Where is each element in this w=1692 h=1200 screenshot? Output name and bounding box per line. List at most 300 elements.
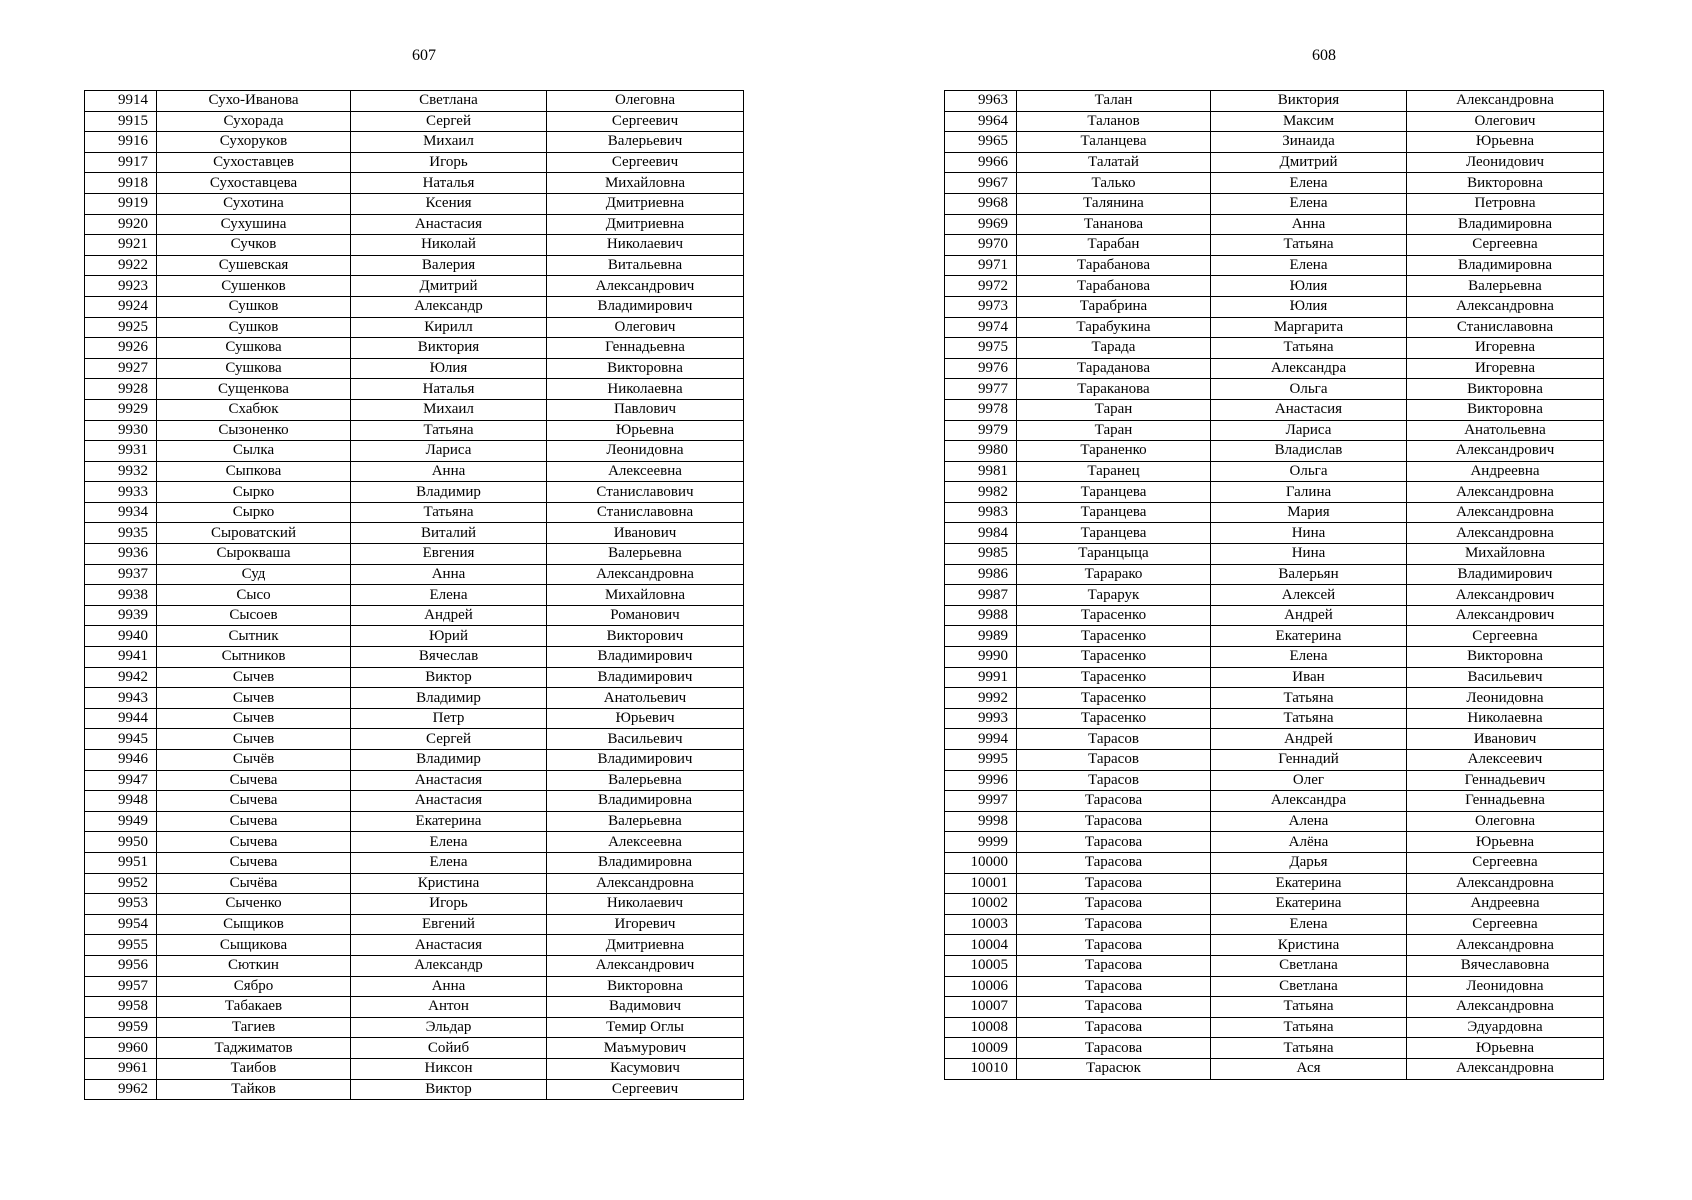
first-name-cell: Дмитрий: [1211, 152, 1407, 173]
first-name-cell: Юлия: [1211, 296, 1407, 317]
surname-cell: Тарасенко: [1017, 708, 1211, 729]
patronymic-cell: Олеговна: [547, 91, 744, 112]
patronymic-cell: Александрович: [1407, 585, 1604, 606]
first-name-cell: Наталья: [351, 173, 547, 194]
patronymic-cell: Викторовна: [1407, 173, 1604, 194]
row-number-cell: 9989: [945, 626, 1017, 647]
surname-cell: Тарасов: [1017, 750, 1211, 771]
first-name-cell: Игорь: [351, 152, 547, 173]
first-name-cell: Ольга: [1211, 379, 1407, 400]
surname-cell: Сытник: [157, 626, 351, 647]
table-row: [945, 585, 1604, 606]
table-row: [945, 358, 1604, 379]
patronymic-cell: Леонидовна: [547, 441, 744, 462]
surname-cell: Сушевская: [157, 255, 351, 276]
page-right: [846, 0, 1692, 1200]
patronymic-cell: Александровна: [1407, 91, 1604, 112]
patronymic-cell: Валерьевна: [547, 811, 744, 832]
table-row: [85, 914, 744, 935]
row-number-cell: 9987: [945, 585, 1017, 606]
first-name-cell: Александр: [351, 955, 547, 976]
patronymic-cell: Юрьевна: [1407, 132, 1604, 153]
first-name-cell: Геннадий: [1211, 750, 1407, 771]
table-row: [85, 296, 744, 317]
row-number-cell: 9947: [85, 770, 157, 791]
table-row: [85, 647, 744, 668]
first-name-cell: Кирилл: [351, 317, 547, 338]
row-number-cell: 10010: [945, 1058, 1017, 1079]
patronymic-cell: Николаевич: [547, 894, 744, 915]
table-row: [85, 461, 744, 482]
first-name-cell: Дмитрий: [351, 276, 547, 297]
table-row: [945, 502, 1604, 523]
row-number-cell: 9969: [945, 214, 1017, 235]
row-number-cell: 9970: [945, 235, 1017, 256]
table-row: [945, 1017, 1604, 1038]
row-number-cell: 9961: [85, 1058, 157, 1079]
table-row: [85, 358, 744, 379]
row-number-cell: 10008: [945, 1017, 1017, 1038]
table-row: [85, 523, 744, 544]
patronymic-cell: Владимирович: [547, 667, 744, 688]
surname-cell: Тарабукина: [1017, 317, 1211, 338]
patronymic-cell: Владимирович: [547, 296, 744, 317]
first-name-cell: Екатерина: [1211, 626, 1407, 647]
row-number-cell: 9936: [85, 544, 157, 565]
row-number-cell: 9981: [945, 461, 1017, 482]
table-row: [945, 997, 1604, 1018]
patronymic-cell: Геннадьевна: [547, 338, 744, 359]
surname-cell: Сыщикова: [157, 935, 351, 956]
patronymic-cell: Викторович: [547, 626, 744, 647]
first-name-cell: Татьяна: [1211, 688, 1407, 709]
table-row: [85, 152, 744, 173]
first-name-cell: Елена: [1211, 173, 1407, 194]
patronymic-cell: Станиславовна: [547, 502, 744, 523]
row-number-cell: 9951: [85, 852, 157, 873]
first-name-cell: Иван: [1211, 667, 1407, 688]
row-number-cell: 9988: [945, 605, 1017, 626]
table-row: [945, 605, 1604, 626]
row-number-cell: 9971: [945, 255, 1017, 276]
surname-cell: Сушков: [157, 296, 351, 317]
table-row: [945, 564, 1604, 585]
row-number-cell: 10009: [945, 1038, 1017, 1059]
row-number-cell: 9986: [945, 564, 1017, 585]
surname-cell: Сыщиков: [157, 914, 351, 935]
first-name-cell: Мария: [1211, 502, 1407, 523]
first-name-cell: Екатерина: [1211, 873, 1407, 894]
surname-cell: Сырокваша: [157, 544, 351, 565]
patronymic-cell: Александровна: [547, 564, 744, 585]
table-row: [945, 91, 1604, 112]
row-number-cell: 9996: [945, 770, 1017, 791]
first-name-cell: Татьяна: [1211, 708, 1407, 729]
row-number-cell: 9992: [945, 688, 1017, 709]
surname-cell: Таранцыца: [1017, 544, 1211, 565]
surname-cell: Тарасенко: [1017, 688, 1211, 709]
row-number-cell: 9960: [85, 1038, 157, 1059]
row-number-cell: 9942: [85, 667, 157, 688]
surname-cell: Сыченко: [157, 894, 351, 915]
first-name-cell: Владимир: [351, 688, 547, 709]
row-number-cell: 9943: [85, 688, 157, 709]
patronymic-cell: Юрьевна: [1407, 832, 1604, 853]
table-row: [945, 873, 1604, 894]
row-number-cell: 9968: [945, 193, 1017, 214]
surname-cell: Сычёв: [157, 750, 351, 771]
patronymic-cell: Сергеевич: [547, 111, 744, 132]
table-row: [945, 255, 1604, 276]
table-row: [945, 935, 1604, 956]
patronymic-cell: Иванович: [1407, 729, 1604, 750]
row-number-cell: 9931: [85, 441, 157, 462]
table-row: [85, 399, 744, 420]
first-name-cell: Юлия: [1211, 276, 1407, 297]
first-name-cell: Антон: [351, 997, 547, 1018]
patronymic-cell: Сергеевна: [1407, 914, 1604, 935]
surname-cell: Сырко: [157, 482, 351, 503]
row-number-cell: 10006: [945, 976, 1017, 997]
first-name-cell: Светлана: [351, 91, 547, 112]
first-name-cell: Кристина: [351, 873, 547, 894]
surname-cell: Сухушина: [157, 214, 351, 235]
first-name-cell: Зинаида: [1211, 132, 1407, 153]
patronymic-cell: Викторовна: [1407, 647, 1604, 668]
row-number-cell: 9984: [945, 523, 1017, 544]
surname-cell: Таибов: [157, 1058, 351, 1079]
row-number-cell: 9976: [945, 358, 1017, 379]
row-number-cell: 9958: [85, 997, 157, 1018]
table-row: [85, 564, 744, 585]
surname-cell: Сызоненко: [157, 420, 351, 441]
row-number-cell: 9965: [945, 132, 1017, 153]
surname-cell: Тарарако: [1017, 564, 1211, 585]
table-row: [945, 276, 1604, 297]
surname-cell: Таланцева: [1017, 132, 1211, 153]
first-name-cell: Нина: [1211, 523, 1407, 544]
row-number-cell: 9928: [85, 379, 157, 400]
first-name-cell: Анна: [351, 564, 547, 585]
patronymic-cell: Витальевна: [547, 255, 744, 276]
patronymic-cell: Николаевна: [1407, 708, 1604, 729]
row-number-cell: 9934: [85, 502, 157, 523]
first-name-cell: Евгений: [351, 914, 547, 935]
patronymic-cell: Александровна: [1407, 935, 1604, 956]
table-row: [85, 173, 744, 194]
surname-cell: Тараданова: [1017, 358, 1211, 379]
patronymic-cell: Леонидовна: [1407, 688, 1604, 709]
patronymic-cell: Александровна: [1407, 523, 1604, 544]
surname-cell: Сухо-Иванова: [157, 91, 351, 112]
table-row: [945, 193, 1604, 214]
patronymic-cell: Владимирович: [547, 750, 744, 771]
surname-cell: Сырко: [157, 502, 351, 523]
row-number-cell: 9952: [85, 873, 157, 894]
table-row: [85, 544, 744, 565]
table-row: [945, 791, 1604, 812]
first-name-cell: Виталий: [351, 523, 547, 544]
row-number-cell: 9955: [85, 935, 157, 956]
surname-cell: Сысоев: [157, 605, 351, 626]
first-name-cell: Алексей: [1211, 585, 1407, 606]
row-number-cell: 9991: [945, 667, 1017, 688]
row-number-cell: 9918: [85, 173, 157, 194]
patronymic-cell: Владимировна: [547, 852, 744, 873]
row-number-cell: 9983: [945, 502, 1017, 523]
surname-cell: Схабюк: [157, 399, 351, 420]
surname-cell: Тарабрина: [1017, 296, 1211, 317]
table-row: [85, 111, 744, 132]
patronymic-cell: Викторовна: [1407, 399, 1604, 420]
row-number-cell: 9954: [85, 914, 157, 935]
first-name-cell: Маргарита: [1211, 317, 1407, 338]
table-row: [85, 688, 744, 709]
row-number-cell: 9937: [85, 564, 157, 585]
first-name-cell: Дарья: [1211, 852, 1407, 873]
table-row: [85, 852, 744, 873]
row-number-cell: 9964: [945, 111, 1017, 132]
patronymic-cell: Васильевич: [547, 729, 744, 750]
row-number-cell: 9990: [945, 647, 1017, 668]
table-row: [85, 420, 744, 441]
page-number: 608: [1312, 47, 1336, 64]
table-row: [945, 770, 1604, 791]
table-row: [85, 955, 744, 976]
row-number-cell: 9923: [85, 276, 157, 297]
table-row: [85, 626, 744, 647]
patronymic-cell: Сергеевич: [547, 152, 744, 173]
table-row: [85, 276, 744, 297]
patronymic-cell: Александровна: [1407, 502, 1604, 523]
first-name-cell: Юрий: [351, 626, 547, 647]
surname-cell: Талан: [1017, 91, 1211, 112]
table-row: [945, 132, 1604, 153]
surname-cell: Тарасова: [1017, 955, 1211, 976]
table-row: [945, 976, 1604, 997]
table-row: [85, 729, 744, 750]
patronymic-cell: Алексеевич: [1407, 750, 1604, 771]
table-row: [85, 214, 744, 235]
first-name-cell: Татьяна: [1211, 1017, 1407, 1038]
first-name-cell: Татьяна: [351, 420, 547, 441]
patronymic-cell: Николаевна: [547, 379, 744, 400]
patronymic-cell: Олеговна: [1407, 811, 1604, 832]
patronymic-cell: Станиславовна: [1407, 317, 1604, 338]
patronymic-cell: Леонидовна: [1407, 976, 1604, 997]
surname-cell: Сушков: [157, 317, 351, 338]
table-row: [945, 111, 1604, 132]
table-row: [945, 482, 1604, 503]
patronymic-cell: Андреевна: [1407, 894, 1604, 915]
table-row: [85, 1079, 744, 1100]
surname-cell: Таран: [1017, 399, 1211, 420]
patronymic-cell: Павлович: [547, 399, 744, 420]
table-row: [85, 935, 744, 956]
table-row: [85, 585, 744, 606]
first-name-cell: Валерьян: [1211, 564, 1407, 585]
patronymic-cell: Александровна: [547, 873, 744, 894]
surname-cell: Тараканова: [1017, 379, 1211, 400]
table-row: [945, 152, 1604, 173]
row-number-cell: 9957: [85, 976, 157, 997]
first-name-cell: Анна: [351, 461, 547, 482]
patronymic-cell: Валерьевна: [1407, 276, 1604, 297]
table-row: [945, 626, 1604, 647]
table-row: [85, 441, 744, 462]
row-number-cell: 9993: [945, 708, 1017, 729]
patronymic-cell: Леонидович: [1407, 152, 1604, 173]
patronymic-cell: Владимировна: [1407, 214, 1604, 235]
row-number-cell: 9935: [85, 523, 157, 544]
surname-cell: Сябро: [157, 976, 351, 997]
first-name-cell: Анастасия: [351, 770, 547, 791]
first-name-cell: Михаил: [351, 132, 547, 153]
table-row: [945, 708, 1604, 729]
table-row: [85, 235, 744, 256]
row-number-cell: 9974: [945, 317, 1017, 338]
patronymic-cell: Александровна: [1407, 482, 1604, 503]
row-number-cell: 9933: [85, 482, 157, 503]
row-number-cell: 10004: [945, 935, 1017, 956]
table-row: [945, 894, 1604, 915]
surname-cell: Тарасенко: [1017, 605, 1211, 626]
surname-cell: Тарабанова: [1017, 276, 1211, 297]
surname-cell: Тарасова: [1017, 832, 1211, 853]
row-number-cell: 9963: [945, 91, 1017, 112]
patronymic-cell: Олегович: [1407, 111, 1604, 132]
patronymic-cell: Александровна: [1407, 997, 1604, 1018]
first-name-cell: Татьяна: [1211, 997, 1407, 1018]
row-number-cell: 9973: [945, 296, 1017, 317]
table-row: [945, 173, 1604, 194]
surname-cell: Тарасова: [1017, 894, 1211, 915]
first-name-cell: Игорь: [351, 894, 547, 915]
first-name-cell: Сергей: [351, 729, 547, 750]
row-number-cell: 9999: [945, 832, 1017, 853]
surname-cell: Талько: [1017, 173, 1211, 194]
row-number-cell: 9924: [85, 296, 157, 317]
table-row: [85, 193, 744, 214]
surname-cell: Тайков: [157, 1079, 351, 1100]
first-name-cell: Светлана: [1211, 955, 1407, 976]
first-name-cell: Галина: [1211, 482, 1407, 503]
row-number-cell: 10000: [945, 852, 1017, 873]
row-number-cell: 9962: [85, 1079, 157, 1100]
row-number-cell: 9946: [85, 750, 157, 771]
first-name-cell: Михаил: [351, 399, 547, 420]
surname-cell: Сухоставцев: [157, 152, 351, 173]
patronymic-cell: Алексеевна: [547, 461, 744, 482]
surname-cell: Табакаев: [157, 997, 351, 1018]
first-name-cell: Татьяна: [1211, 235, 1407, 256]
surname-cell: Тарабан: [1017, 235, 1211, 256]
surname-cell: Сыроватский: [157, 523, 351, 544]
patronymic-cell: Викторовна: [547, 976, 744, 997]
patronymic-cell: Анатольевна: [1407, 420, 1604, 441]
row-number-cell: 9944: [85, 708, 157, 729]
patronymic-cell: Дмитриевна: [547, 935, 744, 956]
first-name-cell: Татьяна: [1211, 1038, 1407, 1059]
patronymic-cell: Маъмурович: [547, 1038, 744, 1059]
row-number-cell: 9925: [85, 317, 157, 338]
surname-cell: Тарасенко: [1017, 626, 1211, 647]
table-row: [85, 91, 744, 112]
table-row: [945, 441, 1604, 462]
surname-cell: Тарасенко: [1017, 647, 1211, 668]
table-row: [85, 791, 744, 812]
table-row: [945, 399, 1604, 420]
table-row: [85, 255, 744, 276]
first-name-cell: Ольга: [1211, 461, 1407, 482]
table-row: [945, 667, 1604, 688]
patronymic-cell: Эдуардовна: [1407, 1017, 1604, 1038]
row-number-cell: 9975: [945, 338, 1017, 359]
first-name-cell: Анастасия: [351, 935, 547, 956]
first-name-cell: Андрей: [1211, 605, 1407, 626]
first-name-cell: Петр: [351, 708, 547, 729]
surname-cell: Сычева: [157, 770, 351, 791]
surname-cell: Таранцева: [1017, 482, 1211, 503]
surname-cell: Сушкова: [157, 338, 351, 359]
table-row: [945, 338, 1604, 359]
surname-cell: Сычев: [157, 688, 351, 709]
first-name-cell: Татьяна: [1211, 338, 1407, 359]
row-number-cell: 9953: [85, 894, 157, 915]
surname-cell: Сухоставцева: [157, 173, 351, 194]
table-row: [85, 338, 744, 359]
patronymic-cell: Вадимович: [547, 997, 744, 1018]
first-name-cell: Елена: [1211, 914, 1407, 935]
first-name-cell: Наталья: [351, 379, 547, 400]
table-row: [945, 852, 1604, 873]
patronymic-cell: Романович: [547, 605, 744, 626]
patronymic-cell: Александровна: [1407, 1058, 1604, 1079]
table-row: [945, 647, 1604, 668]
first-name-cell: Алёна: [1211, 832, 1407, 853]
patronymic-cell: Сергеевна: [1407, 235, 1604, 256]
table-row: [945, 461, 1604, 482]
surname-cell: Тагиев: [157, 1017, 351, 1038]
row-number-cell: 9945: [85, 729, 157, 750]
surname-cell: Тараненко: [1017, 441, 1211, 462]
patronymic-cell: Вячеславовна: [1407, 955, 1604, 976]
patronymic-cell: Николаевич: [547, 235, 744, 256]
surname-cell: Тарабанова: [1017, 255, 1211, 276]
surname-cell: Тананова: [1017, 214, 1211, 235]
patronymic-cell: Михайловна: [547, 173, 744, 194]
patronymic-cell: Станиславович: [547, 482, 744, 503]
first-name-cell: Андрей: [1211, 729, 1407, 750]
row-number-cell: 9915: [85, 111, 157, 132]
surname-cell: Сычева: [157, 791, 351, 812]
table-row: [945, 1058, 1604, 1079]
first-name-cell: Елена: [1211, 193, 1407, 214]
patronymic-cell: Анатольевич: [547, 688, 744, 709]
table-row: [85, 770, 744, 791]
first-name-cell: Николай: [351, 235, 547, 256]
surname-cell: Таранцева: [1017, 502, 1211, 523]
first-name-cell: Елена: [1211, 647, 1407, 668]
table-row: [945, 1038, 1604, 1059]
surname-cell: Сысо: [157, 585, 351, 606]
surname-cell: Тарасова: [1017, 852, 1211, 873]
surname-cell: Сычева: [157, 832, 351, 853]
patronymic-cell: Валерьевич: [547, 132, 744, 153]
surname-cell: Сушенков: [157, 276, 351, 297]
patronymic-cell: Владимирович: [1407, 564, 1604, 585]
surname-cell: Тарасюк: [1017, 1058, 1211, 1079]
